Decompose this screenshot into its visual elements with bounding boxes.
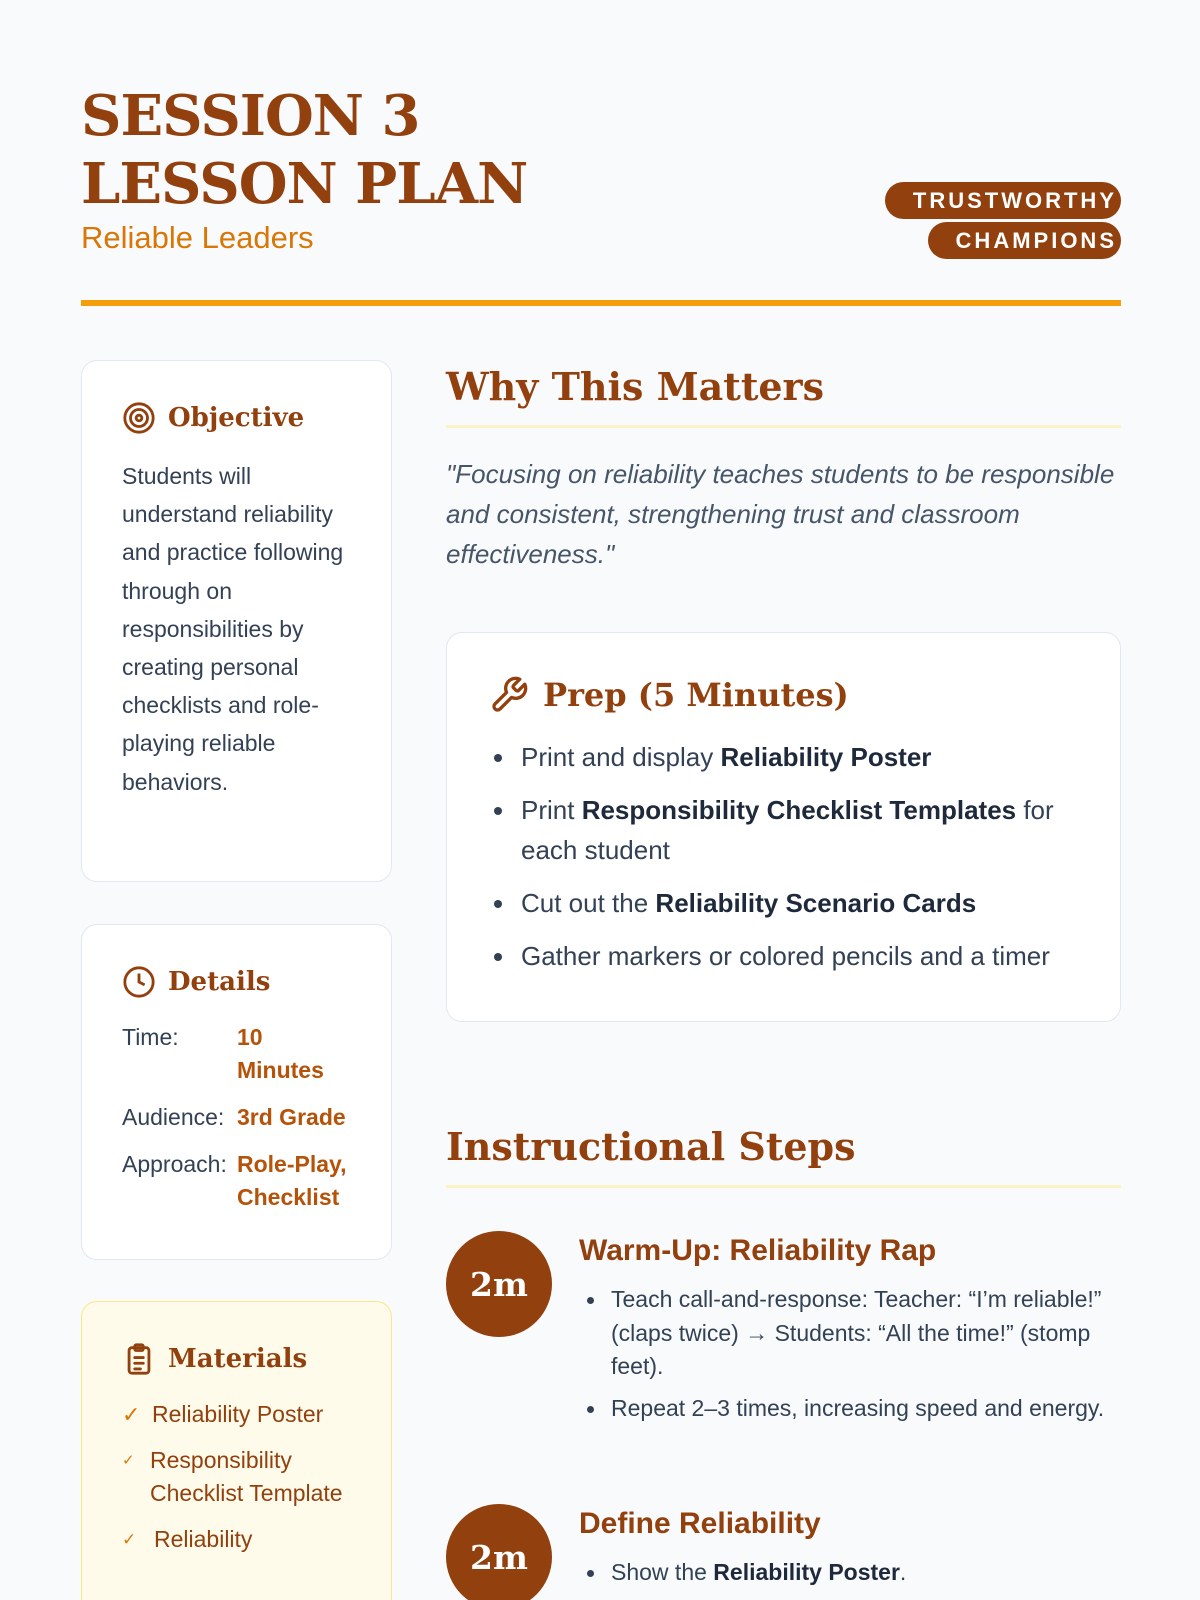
material-label: Reliability Poster: [152, 1401, 324, 1427]
details-heading: [122, 965, 351, 999]
material-label: Reliability: [154, 1525, 253, 1552]
page-subtitle: Reliable Leaders: [81, 220, 314, 255]
prep-heading-label: Prep (5 Minutes): [543, 676, 849, 714]
detail-value: Role-Play, Checklist: [237, 1151, 347, 1210]
step-body: [579, 1231, 1119, 1433]
page-title: SESSION 3 LESSON PLAN: [81, 83, 528, 217]
prep-item: Print Responsibility Checklist Templates for each student: [489, 790, 1078, 870]
program-badge: [881, 181, 1121, 261]
step-duration-badge: 2m: [446, 1231, 552, 1337]
step-duration-badge: 2m: [446, 1504, 552, 1600]
detail-value: 10 Minutes: [237, 1024, 324, 1083]
details-card: [81, 924, 392, 1260]
detail-value: 3rd Grade: [237, 1104, 346, 1130]
steps-heading: Instructional Steps: [446, 1124, 1121, 1188]
detail-row-approach: [122, 1148, 351, 1214]
objective-text: Students will understand reliability and practice following through on responsibilities by creating personal checklists and role-playing reliable behaviors.: [122, 463, 344, 795]
prep-card: [446, 632, 1121, 1022]
clock-icon: [122, 965, 156, 999]
objective-heading-label: Objective: [168, 403, 305, 433]
step-bullet: Show the Reliability Poster.: [579, 1556, 1119, 1590]
check-icon: ✓: [122, 1402, 141, 1427]
step-bullets: [579, 1283, 1119, 1425]
detail-row-time: [122, 1021, 351, 1087]
material-item: [122, 1398, 351, 1432]
wrench-icon: [489, 675, 529, 715]
step-bullets: [579, 1556, 1119, 1590]
detail-row-audience: [122, 1101, 351, 1134]
step-bullet: Teach call-and-response: Teacher: “I’m reliable!” (claps twice) → Students: “All the time!” (stomp feet).: [579, 1283, 1119, 1384]
materials-card: [81, 1301, 392, 1600]
badge-label: TRUSTWORTHY CHAMPIONS: [885, 182, 1121, 259]
step-title: Warm-Up: Reliability Rap: [579, 1234, 937, 1267]
why-heading: Why This Matters: [446, 364, 1121, 428]
details-heading-label: Details: [168, 967, 271, 997]
prep-list: [489, 737, 1078, 976]
step-body: [579, 1504, 1119, 1598]
why-section: [446, 364, 1121, 574]
materials-heading-label: Materials: [168, 1344, 308, 1374]
check-icon: ✓: [122, 1451, 135, 1469]
header-divider: [81, 300, 1121, 306]
prep-item: Gather markers or colored pencils and a timer: [489, 936, 1078, 976]
check-icon: ✓: [122, 1529, 137, 1549]
material-label: Responsibility Checklist Template: [150, 1446, 343, 1506]
material-item: [122, 1444, 351, 1511]
page-header: [81, 82, 1121, 256]
why-quote: "Focusing on reliability teaches students to be responsible and consistent, strengthening trust and classroom effectiveness.": [446, 459, 1115, 569]
detail-label: Audience:: [122, 1104, 225, 1130]
prep-heading: [489, 675, 1078, 715]
clipboard-icon: [122, 1342, 156, 1376]
objective-card: [81, 360, 392, 882]
detail-label: Time:: [122, 1024, 179, 1050]
prep-item: Print and display Reliability Poster: [489, 737, 1078, 777]
steps-section: [446, 1124, 1121, 1188]
step-bullet: Repeat 2–3 times, increasing speed and energy.: [579, 1392, 1119, 1426]
step-title: Define Reliability: [579, 1507, 821, 1540]
prep-item: Cut out the Reliability Scenario Cards: [489, 883, 1078, 923]
material-item: [122, 1523, 351, 1557]
detail-label: Approach:: [122, 1151, 227, 1177]
materials-heading: [122, 1342, 351, 1376]
target-icon: [122, 401, 156, 435]
objective-heading: [122, 401, 351, 435]
